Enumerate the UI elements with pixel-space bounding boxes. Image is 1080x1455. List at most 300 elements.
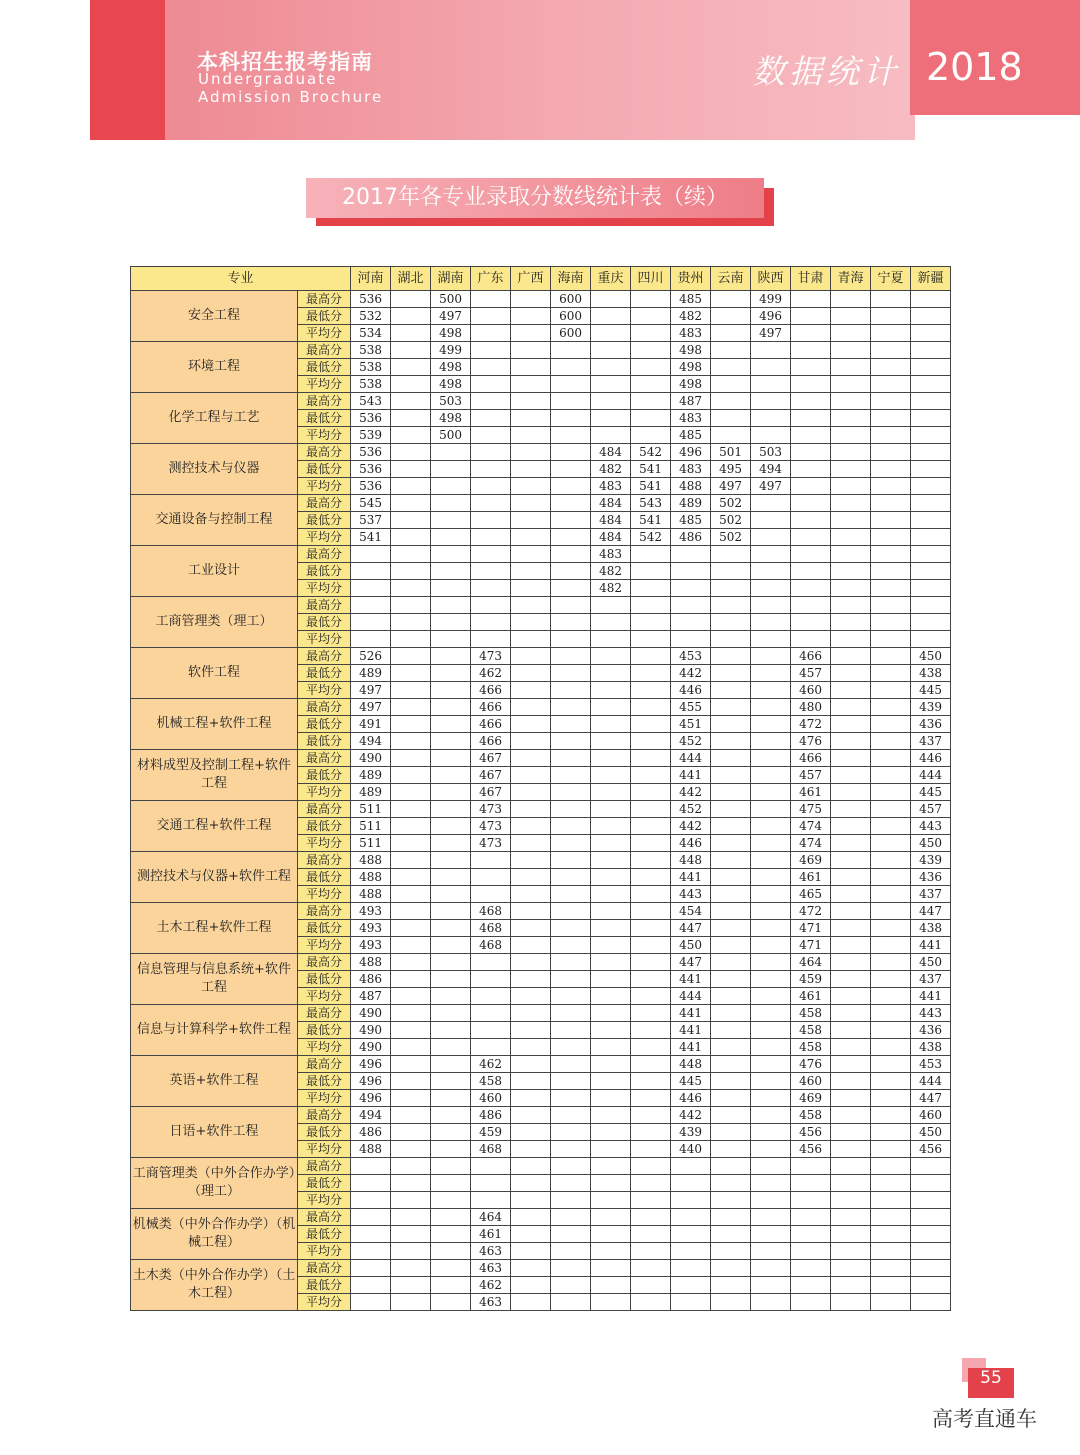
score-cell (431, 971, 471, 988)
score-cell (551, 1175, 591, 1192)
score-cell (831, 444, 871, 461)
score-cell: 482 (591, 563, 631, 580)
score-cell: 498 (671, 342, 711, 359)
score-cell: 600 (551, 325, 591, 342)
score-type: 最高分 (298, 1260, 351, 1277)
score-cell (871, 512, 911, 529)
score-cell (671, 1243, 711, 1260)
province-header: 湖南 (431, 267, 471, 291)
major-name: 日语+软件工程 (131, 1107, 298, 1158)
score-cell: 461 (471, 1226, 511, 1243)
score-cell (711, 1141, 751, 1158)
score-cell: 498 (671, 376, 711, 393)
score-cell: 450 (911, 954, 951, 971)
score-cell (911, 1277, 951, 1294)
score-cell (631, 427, 671, 444)
score-cell (711, 597, 751, 614)
score-cell (631, 733, 671, 750)
score-cell (391, 427, 431, 444)
score-cell: 438 (911, 665, 951, 682)
score-cell (431, 461, 471, 478)
score-cell (511, 427, 551, 444)
score-cell (471, 563, 511, 580)
score-cell: 468 (471, 920, 511, 937)
score-cell (871, 325, 911, 342)
score-cell: 489 (671, 495, 711, 512)
score-cell: 462 (471, 1277, 511, 1294)
score-cell (631, 767, 671, 784)
score-cell (391, 325, 431, 342)
score-cell (831, 325, 871, 342)
score-cell (511, 1243, 551, 1260)
score-cell (431, 750, 471, 767)
score-cell: 511 (351, 835, 391, 852)
score-cell (871, 682, 911, 699)
score-cell (591, 886, 631, 903)
score-cell (551, 665, 591, 682)
score-cell (831, 614, 871, 631)
score-cell (671, 614, 711, 631)
score-cell (871, 1141, 911, 1158)
score-cell (511, 699, 551, 716)
major-name: 工业设计 (131, 546, 298, 597)
score-cell (831, 682, 871, 699)
score-cell (511, 1022, 551, 1039)
score-cell (511, 648, 551, 665)
score-cell (911, 427, 951, 444)
score-cell (551, 852, 591, 869)
score-cell (871, 427, 911, 444)
score-cell: 437 (911, 971, 951, 988)
score-cell (551, 376, 591, 393)
score-cell (551, 648, 591, 665)
province-header: 四川 (631, 267, 671, 291)
score-cell (751, 376, 791, 393)
score-cell (511, 1073, 551, 1090)
score-cell: 496 (351, 1056, 391, 1073)
score-cell (391, 971, 431, 988)
score-cell (671, 563, 711, 580)
score-cell (551, 563, 591, 580)
score-type: 最高分 (298, 444, 351, 461)
score-cell: 498 (431, 325, 471, 342)
score-cell (791, 1158, 831, 1175)
score-cell (671, 597, 711, 614)
score-cell (711, 1056, 751, 1073)
score-cell: 463 (471, 1294, 511, 1311)
score-type: 最高分 (298, 291, 351, 308)
score-cell (791, 1294, 831, 1311)
score-cell (711, 1192, 751, 1209)
score-cell (551, 546, 591, 563)
score-cell (751, 342, 791, 359)
score-cell (831, 1022, 871, 1039)
score-cell: 487 (671, 393, 711, 410)
score-cell (551, 784, 591, 801)
score-cell (551, 1277, 591, 1294)
score-cell (871, 1039, 911, 1056)
score-cell (711, 733, 751, 750)
score-cell (751, 699, 791, 716)
score-cell (351, 614, 391, 631)
score-cell (391, 954, 431, 971)
score-cell (631, 699, 671, 716)
score-cell: 466 (471, 733, 511, 750)
table-row (131, 291, 951, 308)
score-cell (831, 852, 871, 869)
score-cell (631, 920, 671, 937)
score-cell (511, 801, 551, 818)
score-cell (631, 393, 671, 410)
score-cell: 497 (351, 699, 391, 716)
score-cell: 466 (791, 750, 831, 767)
score-type: 平均分 (298, 376, 351, 393)
table-title-banner: 2017年各专业录取分数线统计表（续） (306, 178, 764, 218)
score-cell (431, 444, 471, 461)
score-cell (431, 1294, 471, 1311)
score-cell (911, 1294, 951, 1311)
score-cell: 441 (911, 937, 951, 954)
score-cell (551, 529, 591, 546)
score-cell (751, 427, 791, 444)
score-cell: 488 (351, 886, 391, 903)
score-cell (911, 291, 951, 308)
score-cell (671, 580, 711, 597)
score-cell (791, 308, 831, 325)
score-cell (351, 1260, 391, 1277)
score-cell (831, 1039, 871, 1056)
score-cell (551, 733, 591, 750)
score-cell (751, 971, 791, 988)
score-cell (711, 1090, 751, 1107)
score-cell (551, 971, 591, 988)
score-cell: 456 (911, 1141, 951, 1158)
score-cell (791, 1226, 831, 1243)
score-cell (831, 342, 871, 359)
score-cell (871, 750, 911, 767)
score-cell: 483 (671, 410, 711, 427)
score-type: 最低分 (298, 308, 351, 325)
score-cell (791, 614, 831, 631)
score-cell (631, 1175, 671, 1192)
score-cell (351, 1226, 391, 1243)
score-cell: 474 (791, 818, 831, 835)
score-cell (831, 801, 871, 818)
score-type: 最高分 (298, 903, 351, 920)
score-cell (631, 1090, 671, 1107)
score-cell (631, 1260, 671, 1277)
major-name: 工商管理类（理工） (131, 597, 298, 648)
score-cell: 448 (671, 852, 711, 869)
score-cell: 441 (671, 1022, 711, 1039)
score-cell (511, 903, 551, 920)
score-cell: 460 (791, 682, 831, 699)
score-cell (831, 1107, 871, 1124)
score-cell (791, 631, 831, 648)
score-cell (751, 648, 791, 665)
score-cell (471, 546, 511, 563)
score-cell: 541 (631, 512, 671, 529)
score-cell (551, 954, 591, 971)
score-cell (711, 886, 751, 903)
score-cell: 436 (911, 716, 951, 733)
score-cell (791, 1277, 831, 1294)
score-cell (711, 546, 751, 563)
score-cell: 476 (791, 1056, 831, 1073)
score-cell (831, 1158, 871, 1175)
score-cell (511, 342, 551, 359)
score-cell (431, 495, 471, 512)
score-type: 最低分 (298, 1124, 351, 1141)
score-cell (911, 1158, 951, 1175)
score-cell (831, 937, 871, 954)
score-cell (511, 733, 551, 750)
score-cell (471, 971, 511, 988)
score-cell (871, 1192, 911, 1209)
score-cell (591, 427, 631, 444)
score-cell (511, 1107, 551, 1124)
score-cell (831, 580, 871, 597)
score-cell: 446 (671, 682, 711, 699)
score-cell (471, 631, 511, 648)
score-cell (511, 954, 551, 971)
score-cell: 489 (351, 767, 391, 784)
score-cell (871, 801, 911, 818)
score-cell (711, 580, 751, 597)
score-cell (871, 410, 911, 427)
score-cell: 491 (351, 716, 391, 733)
score-cell (711, 631, 751, 648)
score-cell (871, 1158, 911, 1175)
province-header: 宁夏 (871, 267, 911, 291)
score-cell (751, 1005, 791, 1022)
score-cell (711, 665, 751, 682)
score-cell: 457 (791, 665, 831, 682)
score-type: 最高分 (298, 648, 351, 665)
score-cell (351, 1209, 391, 1226)
score-cell (391, 1158, 431, 1175)
score-cell (711, 1226, 751, 1243)
score-cell (631, 580, 671, 597)
score-cell (391, 597, 431, 614)
score-cell (711, 1073, 751, 1090)
score-cell: 488 (351, 869, 391, 886)
score-cell (591, 1277, 631, 1294)
score-cell: 442 (671, 1107, 711, 1124)
score-cell: 458 (791, 1005, 831, 1022)
score-cell: 462 (471, 665, 511, 682)
score-cell: 451 (671, 716, 711, 733)
score-type: 平均分 (298, 835, 351, 852)
score-cell (751, 631, 791, 648)
province-header: 贵州 (671, 267, 711, 291)
score-cell (511, 988, 551, 1005)
score-cell (351, 631, 391, 648)
score-cell (831, 1226, 871, 1243)
score-type: 平均分 (298, 427, 351, 444)
score-cell (711, 325, 751, 342)
score-cell (431, 1090, 471, 1107)
score-cell (471, 954, 511, 971)
score-cell (711, 784, 751, 801)
score-cell: 458 (471, 1073, 511, 1090)
score-cell (671, 631, 711, 648)
score-cell (591, 597, 631, 614)
score-cell (711, 699, 751, 716)
score-cell (591, 835, 631, 852)
score-cell (431, 937, 471, 954)
score-cell (751, 1209, 791, 1226)
score-cell (511, 1124, 551, 1141)
score-cell: 537 (351, 512, 391, 529)
score-cell (831, 427, 871, 444)
score-cell (471, 988, 511, 1005)
score-cell (871, 1175, 911, 1192)
score-cell (431, 597, 471, 614)
score-cell: 446 (671, 1090, 711, 1107)
score-cell (551, 342, 591, 359)
score-cell (591, 308, 631, 325)
score-cell (551, 750, 591, 767)
score-cell (911, 512, 951, 529)
score-cell (871, 563, 911, 580)
score-cell (831, 954, 871, 971)
score-cell (831, 920, 871, 937)
score-cell (511, 1209, 551, 1226)
score-cell (551, 1039, 591, 1056)
score-cell (511, 325, 551, 342)
score-cell (631, 1192, 671, 1209)
score-cell (391, 291, 431, 308)
score-cell (591, 1209, 631, 1226)
score-cell (391, 1209, 431, 1226)
major-name: 安全工程 (131, 291, 298, 342)
score-cell (631, 682, 671, 699)
score-cell: 453 (671, 648, 711, 665)
score-cell (631, 291, 671, 308)
score-cell (751, 852, 791, 869)
score-cell (831, 1005, 871, 1022)
table-row (131, 648, 951, 665)
score-cell (471, 1192, 511, 1209)
score-cell (591, 1107, 631, 1124)
score-cell (511, 580, 551, 597)
score-type: 平均分 (298, 1243, 351, 1260)
score-cell: 445 (671, 1073, 711, 1090)
score-cell (751, 563, 791, 580)
score-cell: 498 (431, 359, 471, 376)
score-cell: 443 (911, 1005, 951, 1022)
score-cell (631, 546, 671, 563)
score-type: 最低分 (298, 563, 351, 580)
watermark: 高考直通车 (932, 1407, 1037, 1431)
score-cell (511, 308, 551, 325)
score-type: 最低分 (298, 920, 351, 937)
score-cell (831, 631, 871, 648)
score-cell (551, 1192, 591, 1209)
score-cell (911, 1226, 951, 1243)
score-cell (631, 971, 671, 988)
score-cell: 472 (791, 716, 831, 733)
score-cell (791, 393, 831, 410)
score-cell (751, 393, 791, 410)
major-name: 机械类（中外合作办学）（机械工程） (131, 1209, 298, 1260)
score-cell (431, 818, 471, 835)
score-cell (471, 1022, 511, 1039)
score-cell (471, 359, 511, 376)
score-cell (591, 1226, 631, 1243)
score-cell (391, 988, 431, 1005)
score-cell: 447 (671, 954, 711, 971)
score-cell (431, 1260, 471, 1277)
score-cell: 502 (711, 529, 751, 546)
score-cell (431, 767, 471, 784)
score-cell (471, 886, 511, 903)
score-cell (751, 1073, 791, 1090)
score-cell (471, 1175, 511, 1192)
score-cell: 486 (351, 971, 391, 988)
score-cell (391, 461, 431, 478)
score-cell (911, 495, 951, 512)
score-cell (751, 1175, 791, 1192)
score-cell: 536 (351, 461, 391, 478)
province-header: 云南 (711, 267, 751, 291)
score-cell (551, 444, 591, 461)
score-cell (671, 1192, 711, 1209)
score-cell (511, 1056, 551, 1073)
score-cell (591, 1005, 631, 1022)
score-cell (831, 1141, 871, 1158)
score-cell (671, 546, 711, 563)
score-cell (391, 716, 431, 733)
table-row (131, 393, 951, 410)
score-cell (751, 903, 791, 920)
score-cell: 541 (351, 529, 391, 546)
score-cell (431, 988, 471, 1005)
score-cell (391, 1175, 431, 1192)
score-cell (831, 563, 871, 580)
score-cell (791, 444, 831, 461)
score-cell (631, 597, 671, 614)
score-cell (511, 1260, 551, 1277)
score-cell (831, 750, 871, 767)
score-cell: 500 (431, 291, 471, 308)
score-cell (391, 1294, 431, 1311)
score-cell: 473 (471, 801, 511, 818)
score-cell: 496 (351, 1090, 391, 1107)
score-cell (591, 1056, 631, 1073)
score-cell: 456 (791, 1141, 831, 1158)
score-cell: 483 (591, 478, 631, 495)
score-cell (591, 1124, 631, 1141)
score-cell (751, 1039, 791, 1056)
score-cell (871, 1277, 911, 1294)
major-column-header: 专业 (131, 267, 351, 291)
score-cell: 460 (791, 1073, 831, 1090)
score-cell: 485 (671, 512, 711, 529)
score-cell (911, 1260, 951, 1277)
score-cell (751, 512, 791, 529)
score-cell (511, 393, 551, 410)
score-cell (751, 1277, 791, 1294)
score-cell (711, 869, 751, 886)
score-cell (791, 461, 831, 478)
major-name: 测控技术与仪器 (131, 444, 298, 495)
score-cell: 473 (471, 818, 511, 835)
score-cell (511, 937, 551, 954)
table-row (131, 342, 951, 359)
score-cell: 484 (591, 529, 631, 546)
